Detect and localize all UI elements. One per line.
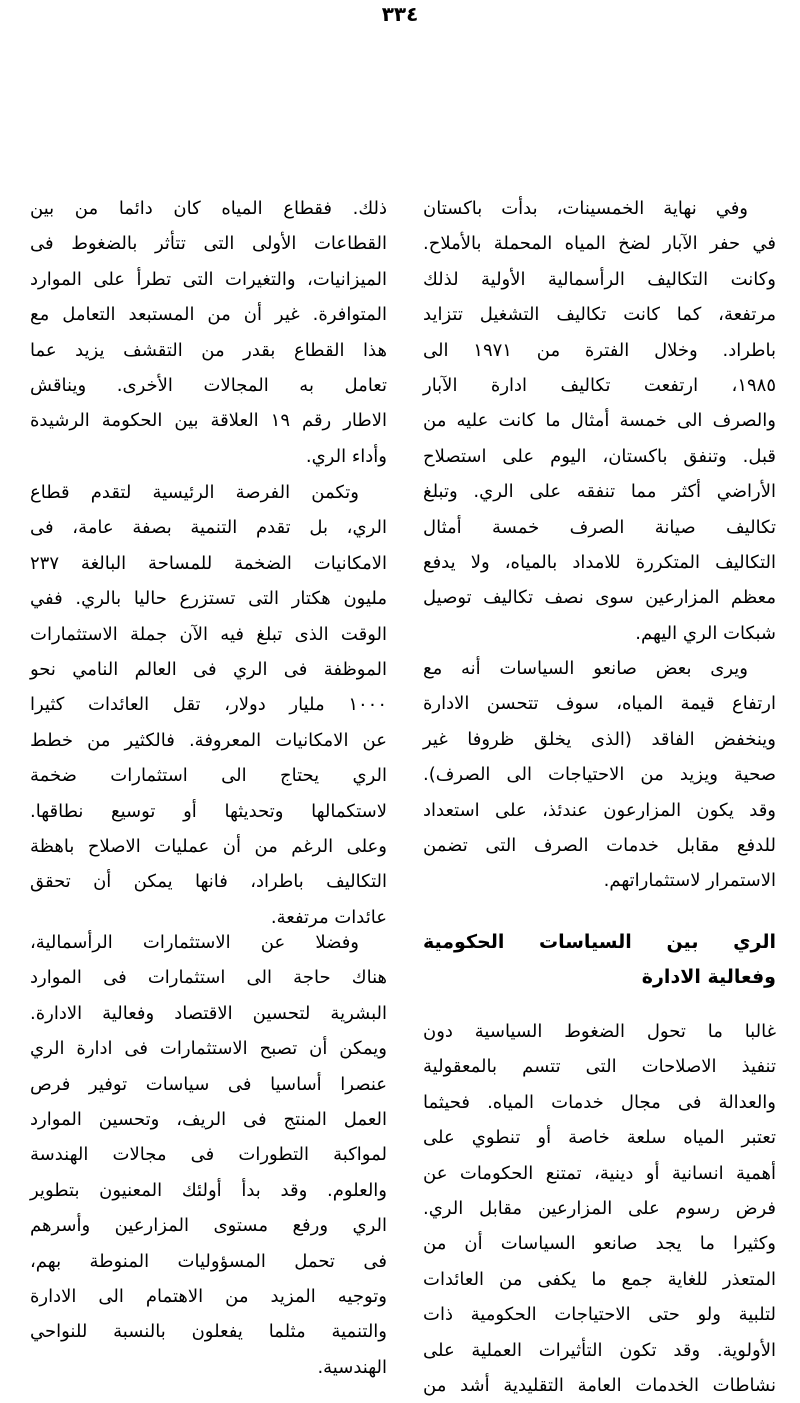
section-heading — [423, 925, 776, 996]
paragraph — [423, 651, 776, 899]
text-line: لمواكبة التطورات فى مجالات الهندسة — [30, 1144, 387, 1166]
text-line: التكاليف المتكررة للامداد بالمياه، ولا يدفع — [423, 551, 776, 573]
text-line: البشرية لتحسين الاقتصاد وفعالية الادارة. — [30, 1002, 387, 1024]
page-number: ٣٣٤ — [381, 2, 419, 26]
text-line: شبكات الري اليهم. — [635, 622, 776, 644]
text-line: الوقت الذى تبلغ فيه الآن جملة الاستثمارات — [30, 623, 387, 645]
text-line: الري يحتاج الى استثمارات ضخمة — [30, 765, 387, 787]
text-line: عن الامكانيات المعروفة. فالكثير من خطط — [30, 729, 387, 751]
text-line: والصرف الى خمسة أمثال ما كانت عليه من — [423, 410, 776, 432]
text-line: ١٠٠٠ مليار دولار، تقل العائدات كثيرا — [30, 694, 387, 716]
text-line: المتعذر للغاية جمع ما يكفى من العائدات — [423, 1268, 776, 1290]
text-line: ١٩٨٥، ارتفعت تكاليف ادارة الآبار — [423, 374, 776, 396]
paragraph — [423, 191, 776, 651]
text-line: وتكمن الفرصة الرئيسية لتقدم قطاع — [30, 482, 359, 503]
text-line: لاستكمالها وتحديثها أو توسيع نطاقها. — [30, 800, 387, 822]
text-line: وتوجيه المزيد من الاهتمام الى الادارة — [30, 1285, 387, 1307]
text-line: وعلى الرغم من أن عمليات الاصلاح باهظة — [30, 835, 387, 857]
text-line: مرتفعة، كما كانت تكاليف التشغيل تتزايد — [423, 304, 776, 326]
text-line: هناك حاجة الى استثمارات فى الموارد — [30, 967, 387, 989]
text-line: وفضلا عن الاستثمارات الرأسمالية، — [30, 932, 359, 953]
text-line: فرض رسوم على المزارعين مقابل الري. — [423, 1197, 776, 1219]
text-line: الأولوية. وقد تكون التأثيرات العملية على — [423, 1339, 776, 1361]
text-line: الموظفة فى الري فى العالم النامي نحو — [30, 658, 387, 680]
text-line: ذلك. فقطاع المياه كان دائما من بين — [30, 198, 387, 219]
text-line: تنفيذ الاصلاحات التى تتسم بالمعقولية — [423, 1056, 776, 1078]
paragraph — [30, 925, 387, 1385]
paragraph — [423, 1014, 776, 1403]
text-line: ويمكن أن تصبح الاستثمارات فى ادارة الري — [30, 1038, 387, 1060]
text-line: الري ورفع مستوى المزارعين وأسرهم — [30, 1215, 387, 1237]
text-line: العمل المنتج فى الريف، وتحسين الموارد — [30, 1108, 387, 1130]
text-line: عنصرا أساسيا فى سياسات توفير فرص — [30, 1073, 387, 1095]
text-line: قبل. وتنفق باكستان، اليوم على استصلاح — [423, 445, 776, 467]
text-line: الهندسية. — [317, 1356, 387, 1378]
text-line: القطاعات الأولى التى تتأثر بالضغوط فى — [30, 233, 387, 255]
text-line: والعلوم. وقد بدأ أولئك المعنيون بتطوير — [30, 1179, 387, 1201]
text-line: نشاطات الخدمات العامة التقليدية أشد من — [423, 1374, 776, 1396]
text-line: الأراضي أكثر مما تنفقه على الري. وتبلغ — [423, 481, 776, 503]
text-line: للدفع مقابل خدمات الصرف التى تضمن — [423, 834, 776, 856]
text-line: وينخفض الفاقد (الذى يخلق ظروفا غير — [423, 728, 776, 750]
text-line: صحية ويزيد من الاحتياجات الى الصرف). — [423, 764, 776, 786]
text-line: مليون هكتار التى تستزرع حاليا بالري. ففي — [30, 588, 387, 610]
heading-line: الري بين السياسات الحكومية — [423, 931, 776, 953]
text-line: وكانت التكاليف الرأسمالية الأولية لذلك — [423, 268, 776, 290]
text-line: وقد يكون المزارعون عندئذ، على استعداد — [423, 799, 776, 821]
text-line: الميزانيات، والتغيرات التى تطرأ على الموارد — [30, 268, 387, 290]
heading-line: وفعالية الادارة — [641, 966, 776, 989]
text-line: ارتفاع قيمة المياه، سوف تتحسن الادارة — [423, 693, 776, 715]
text-line: عائدات مرتفعة. — [270, 906, 387, 928]
text-line: الاطار رقم ١٩ العلاقة بين الحكومة الرشيدة — [30, 410, 387, 432]
text-line: المتوافرة. غير أن من المستبعد التعامل مع — [30, 304, 387, 326]
text-line: والعدالة فى مجال خدمات المياه. فحيثما — [423, 1091, 776, 1113]
text-line: ويرى بعض صانعو السياسات أنه مع — [423, 658, 748, 679]
text-line: تكاليف صيانة الصرف خمسة أمثال — [423, 516, 776, 538]
text-line: وكثيرا ما يجد صانعو السياسات أن من — [423, 1233, 776, 1255]
text-line: فى تحمل المسؤوليات المنوطة بهم، — [30, 1250, 387, 1272]
text-line: التكاليف باطراد، فانها يمكن أن تحقق — [30, 871, 387, 893]
text-line: الري، بل تقدم التنمية بصفة عامة، فى — [30, 517, 387, 539]
text-line: أهمية انسانية أو دينية، تمتنع الحكومات عن — [423, 1162, 776, 1184]
text-line: تعتبر المياه سلعة خاصة أو تنطوي على — [423, 1127, 776, 1149]
text-line: الاستمرار لاستثماراتهم. — [603, 870, 776, 892]
text-line: في حفر الآبار لضخ المياه المحملة بالأملاح. — [423, 233, 776, 255]
text-line: تعامل به المجالات الأخرى. ويناقش — [30, 374, 387, 396]
text-line: غالبا ما تحول الضغوط السياسية دون — [423, 1021, 776, 1042]
text-line: والتنمية مثلما يفعلون بالنسبة للنواحي — [30, 1321, 387, 1343]
paragraph — [30, 475, 387, 935]
text-line: وأداء الري. — [305, 445, 387, 467]
text-line: معظم المزارعين سوى نصف تكاليف توصيل — [423, 587, 776, 609]
text-line: لتلبية ولو حتى الاحتياجات الحكومية ذات — [423, 1304, 776, 1326]
paragraph — [30, 191, 387, 474]
text-line: وفي نهاية الخمسينات، بدأت باكستان — [423, 198, 748, 219]
text-line: الامكانيات الضخمة للمساحة البالغة ٢٣٧ — [30, 552, 387, 574]
text-line: هذا القطاع بقدر من التقشف يزيد عما — [30, 339, 387, 361]
text-line: باطراد. وخلال الفترة من ١٩٧١ الى — [423, 339, 776, 361]
